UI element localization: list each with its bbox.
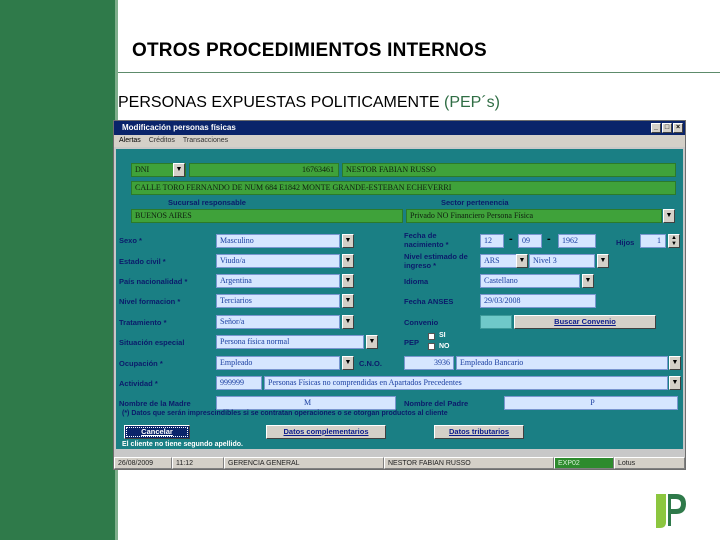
nivel-ingreso-dropdown[interactable]: ▼ — [597, 254, 609, 268]
menu-item-transacciones[interactable]: Transacciones — [182, 137, 229, 144]
moneda-select[interactable]: ARS — [480, 254, 522, 268]
slide-title: OTROS PROCEDIMIENTOS INTERNOS — [132, 40, 487, 61]
tratamiento-label: Tratamiento * — [119, 318, 167, 327]
pais-select[interactable]: Argentina — [216, 274, 340, 288]
madre-label: Nombre de la Madre — [119, 399, 191, 408]
pep-no-checkbox[interactable] — [428, 343, 435, 350]
pep-si-label: SI — [439, 332, 446, 339]
nivel-ingreso-select[interactable]: Nivel 3 — [529, 254, 595, 268]
date-separator-1: - — [509, 233, 513, 245]
cancelar-button[interactable]: Cancelar — [124, 425, 190, 439]
fecha-month-field[interactable]: 09 — [518, 234, 542, 248]
pais-dropdown[interactable]: ▼ — [342, 274, 354, 288]
moneda-dropdown[interactable]: ▼ — [516, 254, 528, 268]
estado-civil-label: Estado civil * — [119, 257, 166, 266]
situacion-label: Situación especial — [119, 338, 185, 347]
fecha-anses-field[interactable]: 29/03/2008 — [480, 294, 596, 308]
pep-si-checkbox[interactable] — [428, 333, 435, 340]
maximize-button[interactable]: □ — [662, 123, 672, 133]
idioma-label: Idioma — [404, 277, 429, 286]
doc-number-field[interactable]: 16763461 — [189, 163, 339, 177]
fecha-nacimiento-label: Fecha de nacimiento * — [404, 231, 449, 249]
pep-no-label: NO — [439, 343, 450, 350]
cno-dropdown[interactable]: ▼ — [669, 356, 681, 370]
hijos-spinner[interactable]: ▲ ▼ — [668, 234, 680, 248]
madre-field[interactable]: M — [216, 396, 396, 410]
datos-complementarios-button[interactable]: Datos complementarios — [266, 425, 386, 439]
sector-label: Sector pertenencia — [441, 198, 509, 207]
sucursal-field[interactable]: BUENOS AIRES — [131, 209, 403, 223]
fecha-anses-label: Fecha ANSES — [404, 297, 454, 306]
bottom-note: El cliente no tiene segundo apellido. — [122, 441, 243, 448]
left-accent-bar — [0, 0, 115, 540]
title-divider — [118, 72, 720, 73]
nivel-formacion-select[interactable]: Terciarios — [216, 294, 340, 308]
cno-select[interactable]: Empleado Bancario — [456, 356, 668, 370]
hijos-label: Hijos — [616, 238, 635, 247]
menu-bar — [114, 135, 685, 147]
pais-label: País nacionalidad * — [119, 277, 188, 286]
doc-type-dropdown[interactable]: ▼ — [173, 163, 185, 177]
convenio-field[interactable] — [480, 315, 512, 329]
sector-dropdown[interactable]: ▼ — [663, 209, 675, 223]
slide-subtitle — [118, 94, 500, 112]
buscar-convenio-button[interactable]: Buscar Convenio — [514, 315, 656, 329]
idioma-dropdown[interactable]: ▼ — [582, 274, 594, 288]
cno-label: C.N.O. — [359, 359, 382, 368]
actividad-dropdown[interactable]: ▼ — [669, 376, 681, 390]
status-time: 11:12 — [172, 457, 224, 469]
close-button[interactable]: × — [673, 123, 683, 133]
sexo-dropdown[interactable]: ▼ — [342, 234, 354, 248]
fecha-day-field[interactable]: 12 — [480, 234, 504, 248]
status-area: GERENCIA GENERAL — [224, 457, 384, 469]
estado-civil-dropdown[interactable]: ▼ — [342, 254, 354, 268]
doc-type-select[interactable]: DNI — [131, 163, 186, 177]
actividad-select[interactable]: Personas Físicas no comprendidas en Apartados Precedentes — [264, 376, 668, 390]
sexo-label: Sexo * — [119, 236, 142, 245]
status-bar — [114, 457, 685, 469]
ocupacion-dropdown[interactable]: ▼ — [342, 356, 354, 370]
required-note: (*) Datos que serán imprescindibles si se contratan operaciones o se otorgan productos al cliente — [122, 410, 448, 417]
cno-code-field[interactable]: 3936 — [404, 356, 454, 370]
situacion-select[interactable]: Persona física normal — [216, 335, 364, 349]
idioma-select[interactable]: Castellano — [480, 274, 580, 288]
convenio-label: Convenio — [404, 318, 439, 327]
datos-tributarios-button[interactable]: Datos tributarios — [434, 425, 524, 439]
padre-label: Nombre del Padre — [404, 399, 469, 408]
sector-field[interactable]: Privado NO Financiero Persona Física — [406, 209, 662, 223]
menu-item-creditos[interactable]: Créditos — [148, 137, 175, 144]
form-area — [116, 149, 683, 449]
tratamiento-select[interactable]: Señor/a — [216, 315, 340, 329]
sexo-select[interactable]: Masculino — [216, 234, 340, 248]
pep-label: PEP — [404, 338, 420, 347]
situacion-dropdown[interactable]: ▼ — [366, 335, 378, 349]
nivel-formacion-dropdown[interactable]: ▼ — [342, 294, 354, 308]
subtitle-main: PERSONAS EXPUESTAS POLITICAMENTE — [118, 94, 444, 111]
nivel-formacion-label: Nivel formacion * — [119, 297, 181, 306]
ocupacion-label: Ocupación * — [119, 359, 163, 368]
date-separator-2: - — [547, 233, 551, 245]
window-titlebar — [114, 121, 685, 135]
estado-civil-select[interactable]: Viudo/a — [216, 254, 340, 268]
status-app: Lotus — [614, 457, 685, 469]
status-code: EXP02 — [554, 457, 614, 469]
ocupacion-select[interactable]: Empleado — [216, 356, 340, 370]
minimize-button[interactable]: _ — [651, 123, 661, 133]
fecha-year-field[interactable]: 1962 — [558, 234, 596, 248]
actividad-code-field[interactable]: 999999 — [216, 376, 262, 390]
status-user: NESTOR FABIAN RUSSO — [384, 457, 554, 469]
sucursal-label: Sucursal responsable — [168, 198, 246, 207]
window-title: Modificación personas físicas — [122, 123, 236, 132]
menu-item-alertas[interactable]: Alertas — [119, 137, 141, 144]
tratamiento-dropdown[interactable]: ▼ — [342, 315, 354, 329]
hijos-field[interactable]: 1 — [640, 234, 666, 248]
full-name-field[interactable]: NESTOR FABIAN RUSSO — [342, 163, 676, 177]
actividad-label: Actividad * — [119, 379, 158, 388]
address-field[interactable]: CALLE TORO FERNANDO DE NUM 684 E1842 MONTE GRANDE-ESTEBAN ECHEVERRI — [131, 181, 676, 195]
padre-field[interactable]: P — [504, 396, 678, 410]
company-logo-icon — [652, 492, 688, 530]
app-window — [113, 120, 686, 470]
subtitle-pep: (PEP´s) — [444, 94, 500, 111]
status-date: 26/08/2009 — [114, 457, 172, 469]
nivel-ingreso-label: Nivel estimado de ingreso * — [404, 252, 468, 270]
